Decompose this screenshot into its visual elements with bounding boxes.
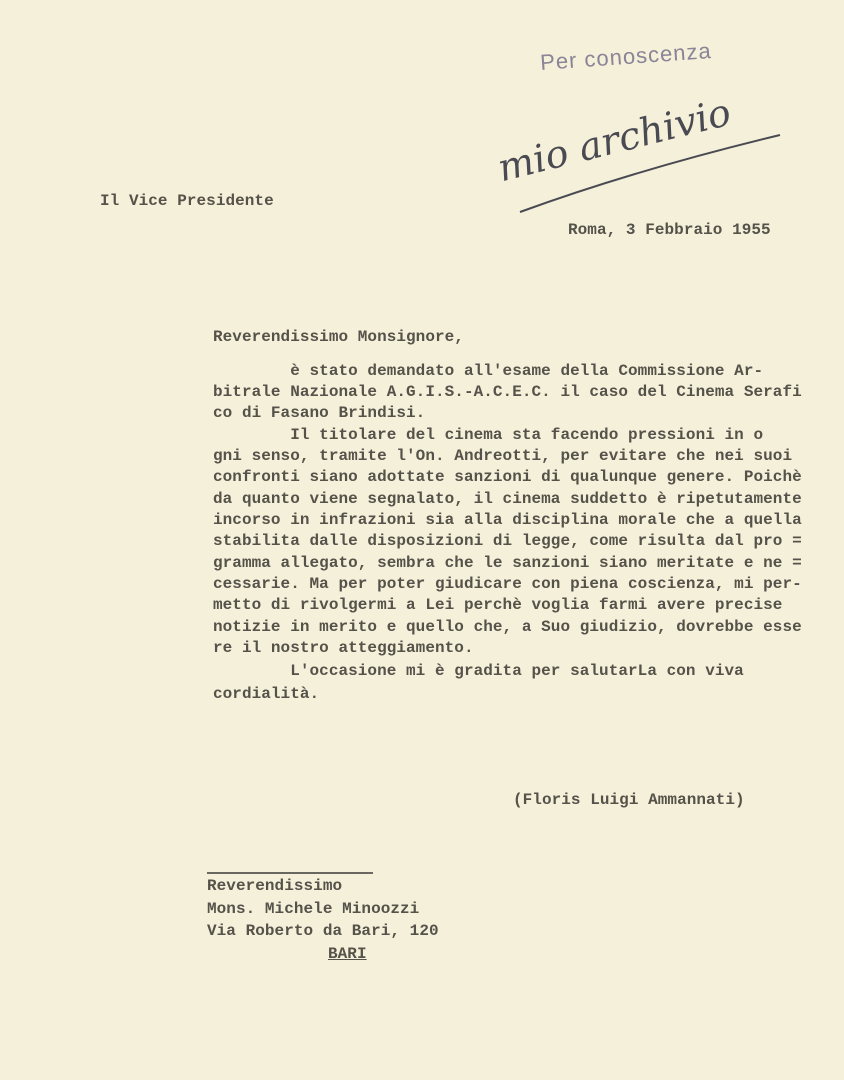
body-line: metto di rivolgermi a Lei perchè voglia farmi avere precise [213, 596, 783, 614]
recipient-line: Via Roberto da Bari, 120 [207, 922, 439, 940]
sender-title: Il Vice Presidente [100, 192, 274, 210]
address-divider [207, 872, 373, 874]
place-date: Roma, 3 Febbraio 1955 [568, 221, 771, 239]
body-line: notizie in merito e quello che, a Suo giudizio, dovrebbe esse [213, 618, 802, 636]
body-line: da quanto viene segnalato, il cinema suddetto è ripetutamente [213, 490, 802, 508]
body-line: cordialità. [213, 685, 320, 703]
body-line: cessarie. Ma per poter giudicare con piena coscienza, mi per- [213, 575, 802, 593]
body-line: gramma allegato, sembra che le sanzioni siano meritate e ne = [213, 554, 802, 572]
body-line: è stato demandato all'esame della Commissione Ar- [213, 362, 764, 380]
body-line: re il nostro atteggiamento. [213, 639, 474, 657]
recipient-line: Reverendissimo [207, 877, 343, 895]
handwritten-underline [515, 130, 785, 220]
body-line: Il titolare del cinema sta facendo pressioni in o [213, 426, 764, 444]
salutation: Reverendissimo Monsignore, [213, 328, 464, 346]
handwritten-note: mio archivio [493, 89, 736, 191]
body-line: stabilita dalle disposizioni di legge, come risulta dal pro = [213, 532, 802, 550]
recipient-city: BARI [328, 945, 367, 963]
body-line: bitrale Nazionale A.G.I.S.-A.C.E.C. il caso del Cinema Serafi [213, 383, 802, 401]
recipient-line: Mons. Michele Minoozzi [207, 900, 420, 918]
body-line: gni senso, tramite l'On. Andreotti, per evitare che nei suoi [213, 447, 793, 465]
body-line: confronti siano adottate sanzioni di qualunque genere. Poichè [213, 468, 802, 486]
body-line: L'occasione mi è gradita per salutarLa con viva [213, 662, 744, 680]
body-line: incorso in infrazioni sia alla disciplina morale che a quella [213, 511, 802, 529]
body-line: co di Fasano Brindisi. [213, 404, 426, 422]
per-conoscenza-stamp: Per conoscenza [539, 38, 713, 75]
signature: (Floris Luigi Ammannati) [513, 791, 745, 809]
